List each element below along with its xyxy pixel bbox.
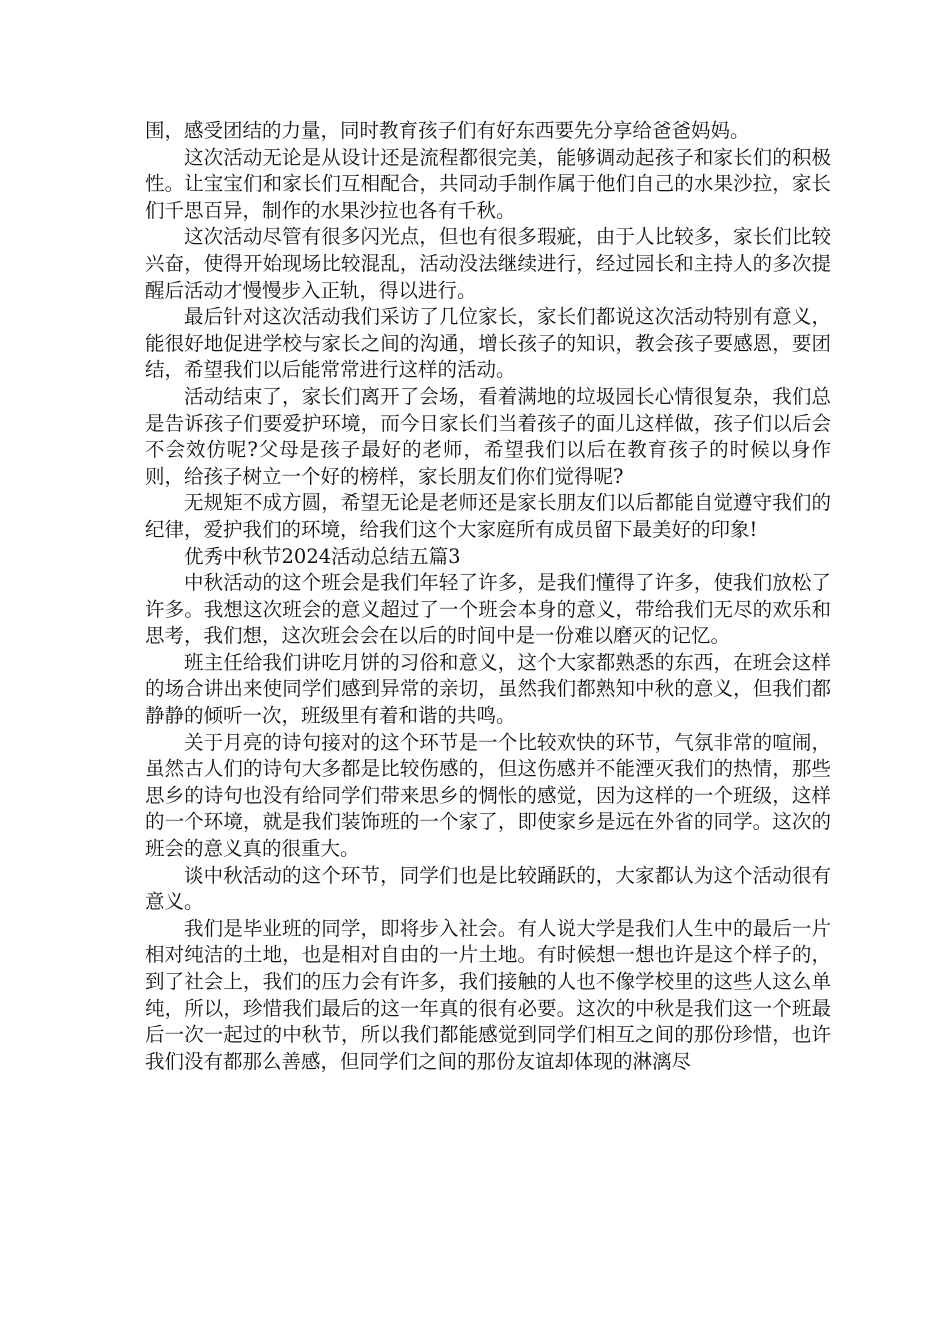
- document-body: [145, 118, 831, 1075]
- paragraph: 中秋活动的这个班会是我们年轻了许多，是我们懂得了许多，使我们放松了许多。我想这次班会的意义超过了一个班会本身的意义，带给我们无尽的欢乐和思考，我们想，这次班会会在以后的时间中是一份难以磨灭的记忆。: [145, 571, 831, 648]
- section-heading: 优秀中秋节2024活动总结五篇3: [184, 544, 461, 568]
- paragraph: 我们是毕业班的同学，即将步入社会。有人说大学是我们人生中的最后一片相对纯洁的土地，也是相对自由的一片土地。有时候想一想也许是这个样子的，到了社会上，我们的压力会有许多，我们接触的人也不像学校里的这些人这么单纯，所以，珍惜我们最后的这一年真的很有必要。这次的中秋是我们这一个班最后一次一起过的中秋节，所以我们都能感觉到同学们相互之间的那份珍惜，也许我们没有都那么善感，但同学们之间的那份友谊却体现的淋漓尽: [145, 916, 831, 1073]
- paragraph-continuation: 围，感受团结的力量，同时教育孩子们有好东西要先分享给爸爸妈妈。: [145, 119, 750, 142]
- paragraph: 关于月亮的诗句接对的这个环节是一个比较欢快的环节，气氛非常的喧闹，虽然古人们的诗句大多都是比较伤感的，但这伤感并不能湮灭我们的热情，那些思乡的诗句也没有给同学们带来思乡的惆怅的感觉，因为这样的一个班级，这样的一个环境，就是我们装饰班的一个家了，即使家乡是远在外省的同学。这次的班会的意义真的很重大。: [145, 730, 831, 861]
- paragraph: 这次活动尽管有很多闪光点，但也有很多瑕疵，由于人比较多，家长们比较兴奋，使得开始现场比较混乱，活动没法继续进行，经过园长和主持人的多次提醒后活动才慢慢步入正轨，得以进行。: [145, 225, 831, 302]
- paragraph: 这次活动无论是从设计还是流程都很完美，能够调动起孩子和家长们的积极性。让宝宝们和家长们互相配合，共同动手制作属于他们自己的水果沙拉，家长们千思百异，制作的水果沙拉也各有千秋。: [145, 145, 831, 222]
- paragraph: 活动结束了，家长们离开了会场，看着满地的垃圾园长心情很复杂，我们总是告诉孩子们要爱护环境，而今日家长们当着孩子的面儿这样做，孩子们以后会不会效仿呢?父母是孩子最好的老师，希望我们以后在教育孩子的时候以身作则，给孩子树立一个好的榜样，家长朋友们你们觉得呢?: [145, 384, 831, 488]
- paragraph: 无规矩不成方圆，希望无论是老师还是家长朋友们以后都能自觉遵守我们的纪律，爱护我们的环境，给我们这个大家庭所有成员留下最美好的印象!: [145, 491, 831, 541]
- paragraph: 班主任给我们讲吃月饼的习俗和意义，这个大家都熟悉的东西，在班会这样的场合讲出来使同学们感到异常的亲切，虽然我们都熟知中秋的意义，但我们都静静的倾听一次，班级里有着和谐的共鸣。: [145, 650, 831, 728]
- paragraph: 谈中秋活动的这个环节，同学们也是比较踊跃的，大家都认为这个活动很有意义。: [145, 863, 831, 914]
- paragraph: 最后针对这次活动我们采访了几位家长，家长们都说这次活动特别有意义，能很好地促进学校与家长之间的沟通，增长孩子的知识，教会孩子要感恩，要团结，希望我们以后能常常进行这样的活动。: [145, 305, 831, 382]
